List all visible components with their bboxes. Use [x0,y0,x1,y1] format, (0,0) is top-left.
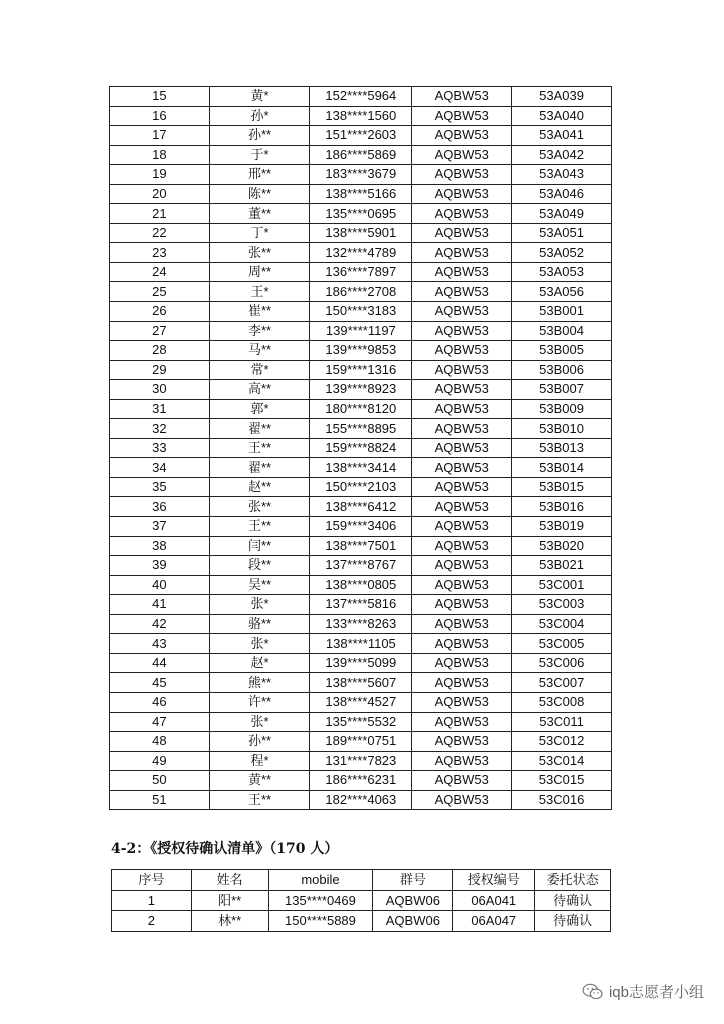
cell-auth-code: 53A052 [512,243,612,263]
cell-auth-code: 53C008 [512,692,612,712]
cell-name: 丁* [209,223,310,243]
cell-name: 许** [209,692,310,712]
table-row [110,477,612,497]
cell-row-number: 15 [110,87,210,107]
cell-mobile: 133****8263 [310,614,412,634]
table-row [110,575,612,595]
table-row [110,673,612,693]
cell-group-id: AQBW53 [412,223,512,243]
cell-row-number: 31 [110,399,210,419]
cell-row-number: 45 [110,673,210,693]
cell-group-id: AQBW53 [412,673,512,693]
cell-mobile: 138****7501 [310,536,412,556]
cell-name: 闫** [209,536,310,556]
cell-name: 高** [209,380,310,400]
cell-mobile: 159****8824 [310,438,412,458]
cell-mobile: 155****8895 [310,419,412,439]
cell-row-number: 50 [110,771,210,791]
cell-auth-code: 53B004 [512,321,612,341]
cell-name: 张* [209,634,310,654]
table-row [110,360,612,380]
table-row [110,497,612,517]
cell-mobile: 135****5532 [310,712,412,732]
cell-auth-code: 53C006 [512,653,612,673]
cell-name: 崔** [209,302,310,322]
cell-mobile: 150****2103 [310,477,412,497]
cell-mobile: 152****5964 [310,87,412,107]
table-row [110,106,612,126]
cell-mobile: 137****8767 [310,556,412,576]
cell-group-id: AQBW53 [412,321,512,341]
cell-status: 待确认 [535,911,611,932]
cell-mobile: 180****8120 [310,399,412,419]
cell-mobile: 132****4789 [310,243,412,263]
cell-mobile: 139****5099 [310,653,412,673]
cell-row-number: 30 [110,380,210,400]
cell-name: 赵** [209,477,310,497]
cell-group-id: AQBW53 [412,634,512,654]
cell-row-number: 29 [110,360,210,380]
cell-row-number: 22 [110,223,210,243]
cell-mobile: 135****0695 [310,204,412,224]
cell-row-number: 39 [110,556,210,576]
cell-row-number: 20 [110,184,210,204]
pending-confirmation-body [112,890,611,931]
cell-auth-code: 53C011 [512,712,612,732]
cell-mobile: 150****5889 [268,911,373,932]
cell-group-id: AQBW53 [412,184,512,204]
cell-name: 阳** [191,890,268,911]
cell-name: 张* [209,712,310,732]
cell-auth-code: 53C014 [512,751,612,771]
cell-row-number: 2 [112,911,192,932]
cell-name: 林** [191,911,268,932]
cell-auth-code: 53C001 [512,575,612,595]
cell-auth-code: 53B020 [512,536,612,556]
cell-name: 黄** [209,771,310,791]
cell-name: 赵* [209,653,310,673]
cell-group-id: AQBW53 [412,712,512,732]
cell-auth-code: 53B014 [512,458,612,478]
cell-auth-code: 53C015 [512,771,612,791]
cell-row-number: 42 [110,614,210,634]
cell-status: 待确认 [535,890,611,911]
cell-name: 周** [209,262,310,282]
cell-auth-code: 53C016 [512,790,612,810]
cell-mobile: 183****3679 [310,165,412,185]
cell-name: 王** [209,517,310,537]
table-header-row [112,870,611,891]
cell-name: 程* [209,751,310,771]
cell-group-id: AQBW53 [412,575,512,595]
cell-group-id: AQBW53 [412,790,512,810]
cell-group-id: AQBW06 [373,911,453,932]
cell-auth-code: 53C005 [512,634,612,654]
wechat-icon [582,983,604,1001]
cell-auth-code: 53B010 [512,419,612,439]
table-row [110,87,612,107]
cell-name: 段** [209,556,310,576]
cell-group-id: AQBW53 [412,360,512,380]
cell-row-number: 21 [110,204,210,224]
cell-name: 董** [209,204,310,224]
cell-mobile: 137****5816 [310,595,412,615]
table-row [110,790,612,810]
table-row [110,751,612,771]
section-heading: 4-2：《授权待确认清单》（170 人） [111,841,339,857]
cell-mobile: 159****1316 [310,360,412,380]
cell-mobile: 151****2603 [310,126,412,146]
watermark-text: iqb志愿者小组 [608,984,704,1001]
cell-group-id: AQBW53 [412,243,512,263]
cell-mobile: 139****1197 [310,321,412,341]
cell-name: 王** [209,438,310,458]
cell-group-id: AQBW53 [412,497,512,517]
cell-name: 吴** [209,575,310,595]
cell-mobile: 135****0469 [268,890,373,911]
table-row [110,634,612,654]
cell-row-number: 23 [110,243,210,263]
cell-row-number: 33 [110,438,210,458]
cell-row-number: 41 [110,595,210,615]
cell-group-id: AQBW53 [412,517,512,537]
cell-row-number: 25 [110,282,210,302]
cell-row-number: 43 [110,634,210,654]
cell-auth-code: 53A042 [512,145,612,165]
table-row [110,614,612,634]
cell-group-id: AQBW53 [412,614,512,634]
cell-mobile: 186****2708 [310,282,412,302]
cell-name: 孙* [209,106,310,126]
cell-group-id: AQBW53 [412,302,512,322]
cell-group-id: AQBW53 [412,438,512,458]
cell-group-id: AQBW53 [412,653,512,673]
cell-group-id: AQBW53 [412,126,512,146]
cell-mobile: 138****5901 [310,223,412,243]
table-row [110,692,612,712]
cell-auth-code: 53C007 [512,673,612,693]
cell-row-number: 24 [110,262,210,282]
cell-name: 于* [209,145,310,165]
cell-row-number: 18 [110,145,210,165]
cell-group-id: AQBW53 [412,771,512,791]
table-row [110,536,612,556]
cell-row-number: 48 [110,732,210,752]
authorized-members-table [109,86,612,810]
cell-row-number: 26 [110,302,210,322]
cell-auth-code: 53A049 [512,204,612,224]
cell-group-id: AQBW53 [412,399,512,419]
authorized-members-body [110,87,612,810]
cell-group-id: AQBW53 [412,145,512,165]
table-row [110,223,612,243]
cell-name: 张** [209,243,310,263]
cell-group-id: AQBW53 [412,341,512,361]
cell-row-number: 34 [110,458,210,478]
cell-row-number: 37 [110,517,210,537]
cell-group-id: AQBW06 [373,890,453,911]
table-row [110,419,612,439]
cell-auth-code: 53A051 [512,223,612,243]
cell-mobile: 139****8923 [310,380,412,400]
cell-mobile: 186****6231 [310,771,412,791]
table-row [110,438,612,458]
cell-mobile: 182****4063 [310,790,412,810]
cell-group-id: AQBW53 [412,165,512,185]
cell-name: 邢** [209,165,310,185]
pending-confirmation-table [111,869,611,932]
cell-row-number: 44 [110,653,210,673]
cell-name: 黄* [209,87,310,107]
cell-auth-code: 53B019 [512,517,612,537]
cell-mobile: 139****9853 [310,341,412,361]
cell-group-id: AQBW53 [412,458,512,478]
cell-name: 熊** [209,673,310,693]
cell-auth-code: 53C012 [512,732,612,752]
cell-auth-code: 53B006 [512,360,612,380]
cell-row-number: 38 [110,536,210,556]
cell-row-number: 47 [110,712,210,732]
table-row [110,321,612,341]
cell-row-number: 49 [110,751,210,771]
cell-row-number: 32 [110,419,210,439]
cell-name: 翟** [209,419,310,439]
cell-group-id: AQBW53 [412,380,512,400]
table-row [110,204,612,224]
cell-group-id: AQBW53 [412,262,512,282]
cell-row-number: 40 [110,575,210,595]
cell-name: 翟** [209,458,310,478]
cell-name: 孙** [209,732,310,752]
cell-auth-code: 53B005 [512,341,612,361]
cell-group-id: AQBW53 [412,477,512,497]
cell-name: 张** [209,497,310,517]
cell-row-number: 17 [110,126,210,146]
cell-mobile: 138****4527 [310,692,412,712]
table-row [110,517,612,537]
table-row [110,282,612,302]
cell-auth-code: 53B001 [512,302,612,322]
cell-auth-code: 53A043 [512,165,612,185]
cell-group-id: AQBW53 [412,204,512,224]
table-row [110,399,612,419]
cell-group-id: AQBW53 [412,732,512,752]
cell-row-number: 19 [110,165,210,185]
cell-mobile: 136****7897 [310,262,412,282]
cell-row-number: 27 [110,321,210,341]
table-row [110,243,612,263]
cell-auth-code: 53A039 [512,87,612,107]
cell-name: 张* [209,595,310,615]
column-header: 委托状态 [535,870,611,891]
cell-name: 孙** [209,126,310,146]
cell-auth-code: 53A046 [512,184,612,204]
cell-name: 骆** [209,614,310,634]
table-row [110,458,612,478]
table-row [110,556,612,576]
cell-group-id: AQBW53 [412,106,512,126]
cell-group-id: AQBW53 [412,87,512,107]
table-row [110,145,612,165]
cell-mobile: 138****5166 [310,184,412,204]
column-header: mobile [268,870,373,891]
table-row [110,771,612,791]
cell-name: 王** [209,790,310,810]
table-row [110,262,612,282]
table-row [112,911,611,932]
table-row [110,184,612,204]
cell-row-number: 46 [110,692,210,712]
cell-row-number: 35 [110,477,210,497]
cell-mobile: 159****3406 [310,517,412,537]
column-header: 姓名 [191,870,268,891]
cell-mobile: 138****6412 [310,497,412,517]
cell-auth-code: 53B007 [512,380,612,400]
table-row [110,732,612,752]
table-row [110,302,612,322]
cell-row-number: 28 [110,341,210,361]
table-row [110,653,612,673]
cell-row-number: 16 [110,106,210,126]
cell-mobile: 186****5869 [310,145,412,165]
cell-row-number: 51 [110,790,210,810]
cell-name: 李** [209,321,310,341]
cell-mobile: 138****3414 [310,458,412,478]
cell-auth-code: 53B021 [512,556,612,576]
column-header: 序号 [112,870,192,891]
cell-auth-code: 53C003 [512,595,612,615]
watermark [582,981,704,1002]
cell-auth-code: 53B009 [512,399,612,419]
cell-name: 郭* [209,399,310,419]
cell-auth-code: 53A056 [512,282,612,302]
table-row [110,341,612,361]
table-row [110,165,612,185]
cell-group-id: AQBW53 [412,282,512,302]
cell-mobile: 138****1560 [310,106,412,126]
cell-auth-code: 53A041 [512,126,612,146]
cell-auth-code: 53B016 [512,497,612,517]
cell-mobile: 189****0751 [310,732,412,752]
cell-group-id: AQBW53 [412,692,512,712]
cell-group-id: AQBW53 [412,556,512,576]
cell-name: 陈** [209,184,310,204]
cell-auth-code: 53A053 [512,262,612,282]
cell-name: 常* [209,360,310,380]
table-row [110,380,612,400]
cell-group-id: AQBW53 [412,536,512,556]
cell-mobile: 131****7823 [310,751,412,771]
cell-mobile: 138****5607 [310,673,412,693]
cell-auth-code: 06A047 [453,911,535,932]
cell-group-id: AQBW53 [412,751,512,771]
cell-group-id: AQBW53 [412,595,512,615]
cell-mobile: 138****1105 [310,634,412,654]
table-row [110,595,612,615]
cell-auth-code: 53B015 [512,477,612,497]
cell-name: 马** [209,341,310,361]
cell-auth-code: 06A041 [453,890,535,911]
cell-mobile: 138****0805 [310,575,412,595]
cell-auth-code: 53C004 [512,614,612,634]
cell-auth-code: 53A040 [512,106,612,126]
cell-mobile: 150****3183 [310,302,412,322]
cell-name: 王* [209,282,310,302]
cell-group-id: AQBW53 [412,419,512,439]
column-header: 授权编号 [453,870,535,891]
table-row [112,890,611,911]
table-row [110,126,612,146]
cell-row-number: 1 [112,890,192,911]
cell-row-number: 36 [110,497,210,517]
column-header: 群号 [373,870,453,891]
cell-auth-code: 53B013 [512,438,612,458]
table-row [110,712,612,732]
